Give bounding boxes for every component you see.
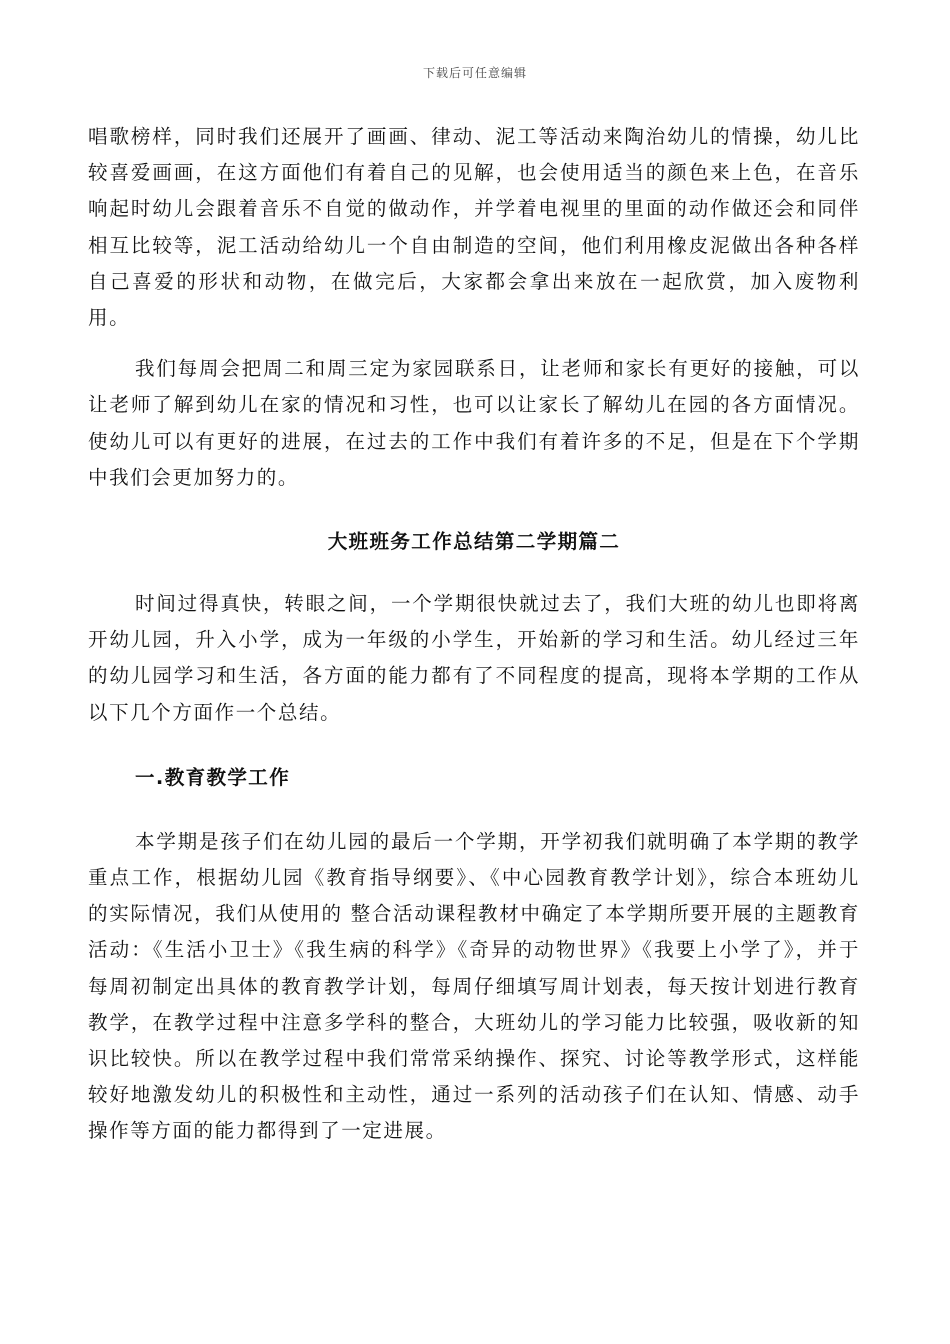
paragraph-2: 我们每周会把周二和周三定为家园联系日，让老师和家长有更好的接触，可以让老师了解到幼儿在家的情况和习性，也可以让家长了解幼儿在园的各方面情况。使幼儿可以有更好的进展，在过去的工作中我们有着许多的不足，但是在下个学期中我们会更加努力的。 (88, 357, 860, 489)
document-body (88, 119, 860, 1150)
section-title: 大班班务工作总结第二学期篇二 (327, 530, 621, 554)
page-header: 下载后可任意编辑 (422, 66, 527, 80)
paragraph-1: 唱歌榜样，同时我们还展开了画画、律动、泥工等活动来陶治幼儿的情操，幼儿比较喜爱画画，在这方面他们有着自己的见解，也会使用适当的颜色来上色，在音乐响起时幼儿会跟着音乐不自觉的做动作，并学着电视里的里面的动作做还会和同伴相互比较等，泥工活动给幼儿一个自由制造的空间，他们利用橡皮泥做出各种各样自己喜爱的形状和动物，在做完后，大家都会拿出来放在一起欣赏，加入废物利用。 (88, 125, 860, 330)
subheading: 一.教育教学工作 (135, 765, 291, 789)
paragraph-3: 时间过得真快，转眼之间，一个学期很快就过去了，我们大班的幼儿也即将离开幼儿园，升入小学，成为一年级的小学生，开始新的学习和生活。幼儿经过三年的幼儿园学习和生活，各方面的能力都有了不同程度的提高，现将本学期的工作从以下几个方面作一个总结。 (88, 592, 860, 724)
paragraph-4: 本学期是孩子们在幼儿园的最后一个学期，开学初我们就明确了本学期的教学重点工作，根据幼儿园《教育指导纲要》、《中心园教育教学计划》，综合本班幼儿的实际情况，我们从使用的 整合活动课程教材中确定了本学期所要开展的主题教育活动：《生活小卫士》《我生病的科学》《奇异的动物世界》《我要上小学了》，并于每周初制定出具体的教育教学计划，每周仔细填写周计划表，每天按计划进行教育教学，在教学过程中注意多学科的整合，大班幼儿的学习能力比较强，吸收新的知识比较快。所以在教学过程中我们常常采纳操作、探究、讨论等教学形式，这样能较好地激发幼儿的积极性和主动性，通过一系列的活动孩子们在认知、情感、动手操作等方面的能力都得到了一定进展。 (88, 829, 860, 1143)
